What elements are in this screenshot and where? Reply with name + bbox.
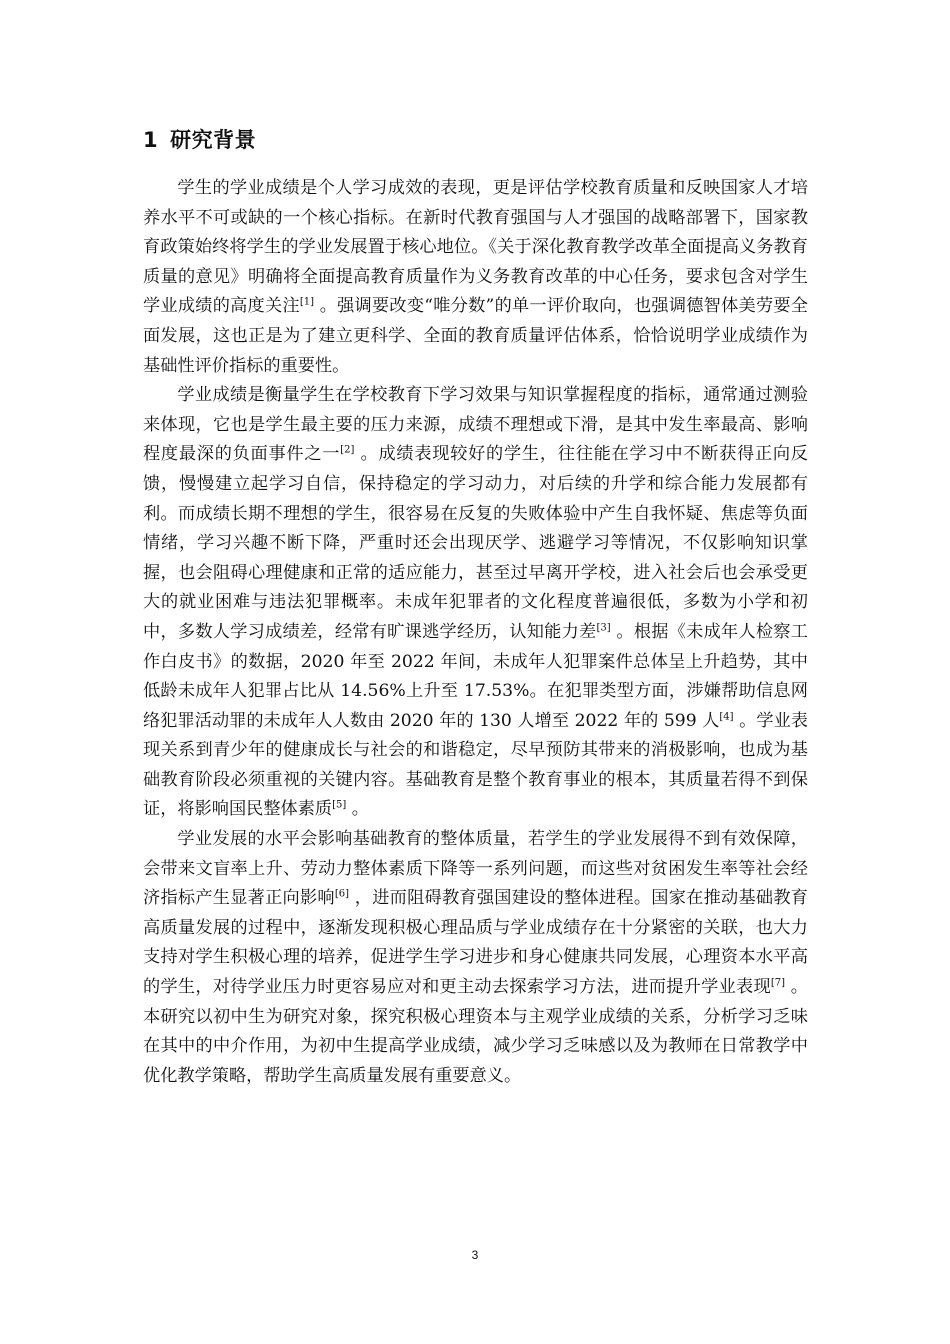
body-text [143, 174, 808, 1091]
text-run: 学业成绩是衡量学生在学校教育下学习效果与知识掌握程度的指标，通常通过测验来体现，它也是学生最主要的压力来源，成绩不理想或下滑，是其中发生率最高、影响程度最深的负面事件之一 [143, 385, 808, 465]
paragraph-2 [143, 381, 808, 825]
paragraph-3 [143, 825, 808, 1091]
citation-ref: [7] [770, 977, 786, 989]
text-run: 学生的学业成绩是个人学习成效的表现，更是评估学校教育质量和反映国家人才培养水平不可或缺的一个核心指标。在新时代教育强国与人才强国的战略部署下，国家教育政策始终将学生的学业发展置于核心地位。《关于深化教育教学改革全面提高义务教育质量的意见》明确将全面提高教育质量作为义务教育改革的中心任务，要求包含对学生学业成绩的高度关注 [143, 178, 808, 317]
text-run: 。根据《未成年人检察工作白皮书》的数据，2020 年至 2022 年间，未成年人犯罪案件总体呈上升趋势，其中低龄未成年人犯罪占比从 14.56%上升至 17.53%。在犯罪类型方面，涉嫌帮助信息网络犯罪活动罪的未成年人人数由 2020 年的 130 人增至 2022 年的 599 人 [143, 621, 808, 731]
text-run: 。 [346, 799, 369, 820]
citation-ref: [5] [332, 799, 347, 811]
section-title: 研究背景 [170, 128, 257, 152]
citation-ref: [1] [299, 296, 314, 308]
text-run: 。学业表现关系到青少年的健康成长与社会的和谐稳定，尽早预防其带来的消极影响，也成为基础教育阶段必须重视的关键内容。基础教育是整个教育事业的根本，其质量若得不到保证，将影响国民整体素质 [143, 710, 808, 820]
citation-ref: [4] [719, 710, 734, 722]
section-heading [143, 124, 256, 156]
text-run: ，进而阻碍教育强国建设的整体进程。国家在推动基础教育高质量发展的过程中，逐渐发现积极心理品质与学业成绩存在十分紧密的关联，也大力支持对学生积极心理的培养，促进学生学习进步和身心健康共同发展，心理资本水平高的学生，对待学业压力时更容易应对和更主动去探索学习方法，进而提升学业表现 [143, 888, 808, 998]
citation-ref: [2] [340, 444, 355, 456]
citation-ref: [6] [334, 888, 350, 900]
text-run: 。强调要改变“唯分数”的单一评价取向，也强调德智体美劳要全面发展，这也正是为了建立更科学、全面的教育质量评估体系，恰恰说明学业成绩作为基础性评价指标的重要性。 [143, 296, 808, 376]
text-run: 。成绩表现较好的学生，往往能在学习中不断获得正向反馈，慢慢建立起学习自信，保持稳定的学习动力，对后续的升学和综合能力发展都有利。而成绩长期不理想的学生，很容易在反复的失败体验中产生自我怀疑、焦虑等负面情绪，学习兴趣不断下降，严重时还会出现厌学、逃避学习等情况，不仅影响知识掌握，也会阻碍心理健康和正常的适应能力，甚至过早离开学校，进入社会后也会承受更大的就业困难与违法犯罪概率。未成年犯罪者的文化程度普遍很低，多数为小学和初中，多数人学习成绩差，经常有旷课逃学经历，认知能力差 [143, 444, 808, 642]
text-run: 学业发展的水平会影响基础教育的整体质量，若学生的学业发展得不到有效保障，会带来文盲率上升、劳动力整体素质下降等一系列问题，而这些对贫困发生率等社会经济指标产生显著正向影响 [143, 829, 808, 909]
text-run: 。本研究以初中生为研究对象，探究积极心理资本与主观学业成绩的关系，分析学习乏味在其中的中介作用，为初中生提高学业成绩，减少学习乏味感以及为教师在日常教学中优化教学策略，帮助学生高质量发展有重要意义。 [143, 977, 808, 1086]
section-number: 1 [143, 128, 159, 152]
citation-ref: [3] [596, 622, 611, 634]
page-number: 3 [471, 1248, 479, 1262]
paragraph-1 [143, 174, 808, 381]
